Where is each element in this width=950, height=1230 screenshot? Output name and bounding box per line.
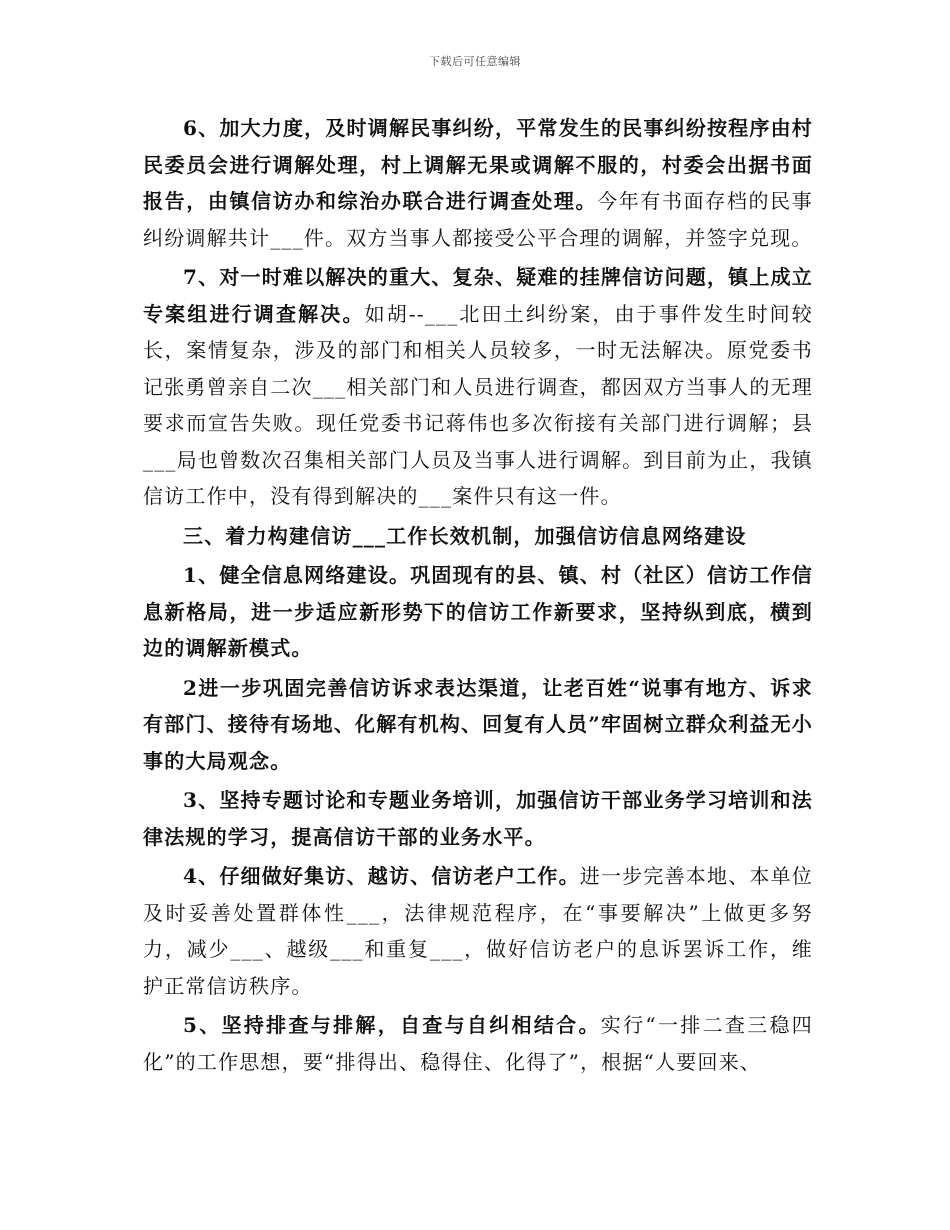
paragraph-bold-text: 3、坚持专题讨论和专题业务培训，加强信访干部业务学习培训和法律法规的学习，提高信访干部的业务水平。 bbox=[143, 788, 813, 849]
paragraph-normal-text: 如胡--___北田土纠纷案，由于事件发生时间较长，案情复杂，涉及的部门和相关人员较多，一时无法解决。原党委书记张勇曾亲自二次___相关部门和人员进行调查，都因双方当事人的无理要求而宣告失败。现任党委书记蒋伟也多次衔接有关部门进行调解；县___局也曾数次召集相关部门人员及当事人进行调解。到目前为止，我镇信访工作中，没有得到解决的___案件只有这一件。 bbox=[143, 301, 814, 508]
paragraph-bold-text: 5、坚持排查与排解，自查与自纠相结合。 bbox=[183, 1013, 601, 1037]
paragraph-item-1 bbox=[143, 557, 813, 667]
paragraph-normal-text: 进一步完善本地、本单位及时妥善处置群体性___，法律规范程序，在“事要解决”上做更多努力，减少___、越级___和重复___，做好信访老户的息诉罢诉工作，维护正常信访秩序。 bbox=[143, 864, 814, 998]
paragraph-bold-text: 2进一步巩固完善信访诉求表达渠道，让老百姓“说事有地方、诉求有部门、接待有场地、化解有机构、回复有人员”牢固树立群众利益无小事的大局观念。 bbox=[143, 675, 813, 773]
paragraph-bold-text: 4、仔细做好集访、越访、信访老户工作。 bbox=[183, 864, 580, 888]
paragraph-normal-text: 今年有书面存档的民事纠纷调解共计___件。双方当事人都接受公平合理的调解，并签字兑现。 bbox=[143, 189, 814, 250]
paragraph-normal-text: 实行“一排二查三稳四化”的工作思想，要“排得出、稳得住、化得了”，根据“人要回来、 bbox=[143, 1013, 814, 1074]
paragraph-item-5 bbox=[143, 1007, 813, 1080]
paragraph-item-2 bbox=[143, 670, 813, 780]
document-body bbox=[143, 110, 813, 1083]
section-heading-3 bbox=[143, 518, 813, 555]
paragraph-item-7 bbox=[143, 259, 813, 515]
paragraph-item-3 bbox=[143, 782, 813, 855]
page-header: 下载后可任意编辑 bbox=[429, 55, 521, 68]
section-heading-text: 三、着力构建信访___工作长效机制，加强信访信息网络建设 bbox=[183, 523, 747, 548]
paragraph-item-4 bbox=[143, 858, 813, 1004]
paragraph-bold-text: 1、健全信息网络建设。巩固现有的县、镇、村（社区）信访工作信息新格局，进一步适应新形势下的信访工作新要求，坚持纵到底，横到边的调解新模式。 bbox=[143, 563, 813, 660]
paragraph-bold-text: 6、加大力度，及时调解民事纠纷，平常发生的民事纠纷按程序由村民委员会进行调解处理，村上调解无果或调解不服的，村委会出据书面报告，由镇信访办和综治办联合进行调查处理。 bbox=[143, 116, 813, 213]
paragraph-bold-text: 7、对一时难以解决的重大、复杂、疑难的挂牌信访问题，镇上成立专案组进行调查解决。 bbox=[143, 265, 813, 326]
paragraph-item-6 bbox=[143, 110, 813, 256]
